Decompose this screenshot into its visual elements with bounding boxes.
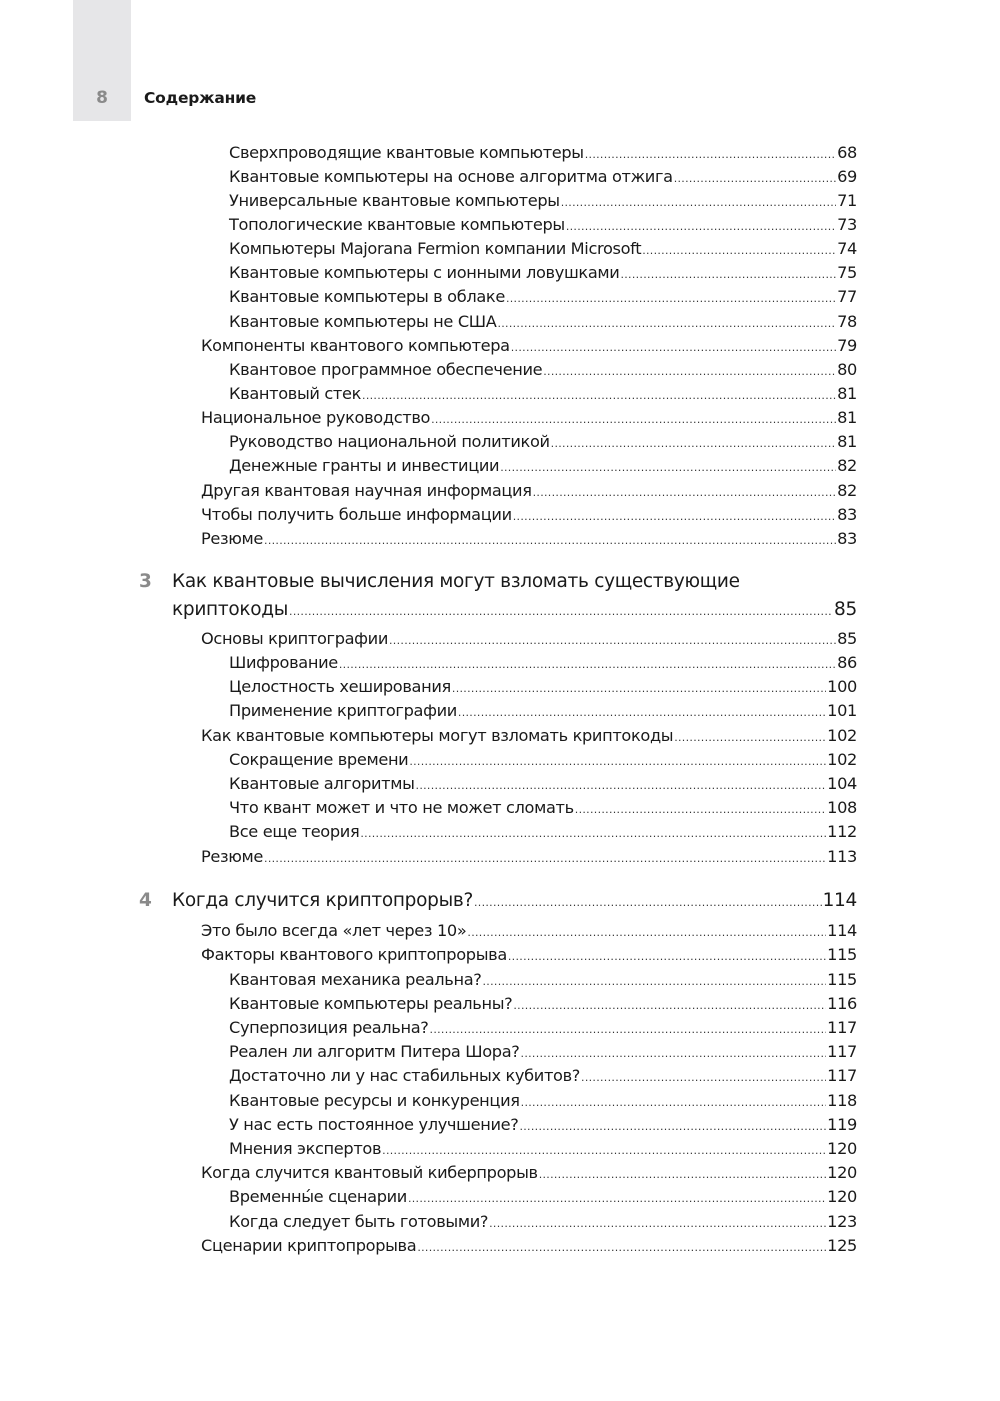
chapter-title-continuation[interactable] (172, 598, 857, 622)
toc-entry-title: Топологические квантовые компьютеры (229, 215, 565, 234)
dot-leader (674, 167, 836, 191)
dot-leader (360, 822, 826, 846)
toc-entry-title: Национальное руководство (201, 408, 431, 427)
chapter-number: 4 (139, 890, 152, 911)
toc-entry-page: 117 (827, 1018, 857, 1037)
toc-entry-page: 125 (827, 1236, 857, 1255)
toc-entry-page: 108 (827, 798, 857, 817)
toc-entry-title: Денежные гранты и инвестиции (229, 456, 500, 475)
toc-entry-title: Реален ли алгоритм Питера Шора? (229, 1042, 520, 1061)
toc-entry-page: 75 (837, 263, 857, 282)
page-number: 8 (96, 88, 108, 108)
toc-entry[interactable] (229, 992, 857, 1016)
chapter-title: Когда случится криптопрорыв? (172, 890, 473, 911)
toc-entry-page: 83 (837, 529, 857, 548)
toc-entry-page: 102 (827, 750, 857, 769)
toc-entry-page: 81 (837, 432, 857, 451)
toc-entry[interactable] (201, 406, 857, 430)
dot-leader (519, 1115, 826, 1139)
toc-entry-page: 73 (837, 215, 857, 234)
toc-entry[interactable] (229, 382, 857, 406)
chapter-number: 3 (139, 571, 152, 592)
toc-entry-page: 82 (837, 456, 857, 475)
toc-entry-title: Применение криптографии (229, 701, 457, 720)
dot-leader (389, 629, 836, 653)
dot-leader (561, 191, 836, 215)
toc-entry-title: Сценарии криптопрорыва (201, 1236, 417, 1255)
toc-entry[interactable] (229, 820, 857, 844)
dot-leader (264, 847, 826, 871)
dot-leader (497, 312, 836, 336)
chapter-title-line2: криптокоды (172, 599, 289, 620)
toc-entry-page: 115 (827, 945, 857, 964)
toc-entry[interactable] (229, 1089, 857, 1113)
toc-entry[interactable] (229, 748, 857, 772)
toc-entry-title: Квантовая механика реальна? (229, 970, 482, 989)
toc-entry[interactable] (229, 141, 857, 165)
toc-entry-page: 77 (837, 287, 857, 306)
dot-leader (409, 750, 826, 774)
toc-entry-page: 83 (837, 505, 857, 524)
dot-leader (585, 143, 836, 167)
dot-leader (489, 1212, 826, 1236)
toc-entry[interactable] (201, 919, 857, 943)
toc-entry[interactable] (229, 1064, 857, 1088)
toc-entry-page: 123 (827, 1212, 857, 1231)
dot-leader (533, 481, 836, 505)
toc-entry-title: Целостность хеширования (229, 677, 451, 696)
toc-entry-title: Компоненты квантового компьютера (201, 336, 510, 355)
toc-entry-page: 118 (827, 1091, 857, 1110)
toc-entry-page: 101 (827, 701, 857, 720)
toc-entry[interactable] (229, 1113, 857, 1137)
toc-entry-title: Что квант может и что не может сломать (229, 798, 574, 817)
dot-leader (674, 726, 826, 750)
toc-entry[interactable] (229, 285, 857, 309)
toc-entry-title: Это было всегда «лет через 10» (201, 921, 467, 940)
dot-leader (474, 891, 822, 915)
toc-entry[interactable] (229, 675, 857, 699)
chapter-page: 85 (834, 599, 857, 620)
toc-entry[interactable] (229, 358, 857, 382)
toc-entry-title: Шифрование (229, 653, 338, 672)
toc-entry-title: Факторы квантового криптопрорыва (201, 945, 507, 964)
dot-leader (362, 384, 836, 408)
toc-entry[interactable] (229, 651, 857, 675)
toc-entry[interactable] (201, 503, 857, 527)
dot-leader (452, 677, 826, 701)
toc-entry-page: 82 (837, 481, 857, 500)
toc-entry[interactable] (229, 1185, 857, 1209)
toc-entry-title: Когда случится квантовый киберпрорыв (201, 1163, 538, 1182)
dot-leader (539, 1163, 826, 1187)
dot-leader (382, 1139, 826, 1163)
toc-entry-title: Сверхпроводящие квантовые компьютеры (229, 143, 584, 162)
dot-leader (264, 529, 836, 553)
dot-leader (551, 432, 836, 456)
toc-entry[interactable] (201, 334, 857, 358)
dot-leader (458, 701, 826, 725)
toc-entry-title: Квантовые компьютеры реальны? (229, 994, 513, 1013)
toc-entry[interactable] (229, 454, 857, 478)
dot-leader (339, 653, 836, 677)
dot-leader (566, 215, 836, 239)
toc-entry-page: 112 (827, 822, 857, 841)
dot-leader (483, 970, 827, 994)
running-title: Содержание (144, 89, 257, 107)
dot-leader (543, 360, 836, 384)
toc-entry-page: 119 (827, 1115, 857, 1134)
toc-entry-title: Как квантовые компьютеры могут взломать криптокоды (201, 726, 674, 745)
toc-entry[interactable] (201, 527, 857, 551)
toc-entry[interactable] (229, 261, 857, 285)
toc-entry-page: 120 (827, 1163, 857, 1182)
toc-entry[interactable] (229, 1040, 857, 1064)
dot-leader (416, 774, 827, 798)
toc-entry-page: 120 (827, 1139, 857, 1158)
toc-entry-title: Основы криптографии (201, 629, 389, 648)
chapter-page: 114 (822, 890, 857, 911)
toc-entry[interactable] (229, 699, 857, 723)
toc-entry[interactable] (229, 189, 857, 213)
dot-leader (500, 456, 836, 480)
toc-entry[interactable] (229, 772, 857, 796)
dot-leader (467, 921, 826, 945)
toc-entry-title: Чтобы получить больше информации (201, 505, 512, 524)
toc-entry-page: 115 (827, 970, 857, 989)
toc-entry-page: 80 (837, 360, 857, 379)
toc-entry-title: Квантовые компьютеры на основе алгоритма отжига (229, 167, 673, 186)
toc-entry-page: 68 (837, 143, 857, 162)
toc-entry-page: 85 (837, 629, 857, 648)
toc-entry-title: Квантовые компьютеры в облаке (229, 287, 505, 306)
toc-entry-page: 117 (827, 1042, 857, 1061)
toc-entry-page: 71 (837, 191, 857, 210)
dot-leader (513, 505, 836, 529)
toc-entry-title: Другая квантовая научная информация (201, 481, 532, 500)
toc-entry-title: Резюме (201, 847, 264, 866)
toc-entry-page: 81 (837, 408, 857, 427)
toc-entry[interactable] (201, 627, 857, 651)
toc-entry[interactable] (229, 1016, 857, 1040)
toc-entry-title: Резюме (201, 529, 264, 548)
toc-entry-title: Квантовый стек (229, 384, 362, 403)
toc-entry[interactable] (201, 1161, 857, 1185)
dot-leader (417, 1236, 826, 1260)
toc-entry-page: 78 (837, 312, 857, 331)
toc-entry-page: 116 (827, 994, 857, 1013)
toc-entry[interactable] (201, 943, 857, 967)
dot-leader (521, 1091, 826, 1115)
toc-entry-title: Компьютеры Majorana Fermion компании Microsoft (229, 239, 642, 258)
toc-entry[interactable] (229, 310, 857, 334)
toc-entry-title: У нас есть постоянное улучшение? (229, 1115, 519, 1134)
toc-entry[interactable] (201, 724, 857, 748)
toc-entry-page: 117 (827, 1066, 857, 1085)
dot-leader (575, 798, 826, 822)
dot-leader (430, 1018, 827, 1042)
toc-entry-page: 120 (827, 1187, 857, 1206)
toc-entry-page: 104 (827, 774, 857, 793)
toc-entry-page: 102 (827, 726, 857, 745)
chapter-title-line[interactable] (172, 889, 857, 913)
toc-entry-title: Руководство национальной политикой (229, 432, 550, 451)
toc-entry-page: 113 (827, 847, 857, 866)
toc-entry-title: Все еще теория (229, 822, 360, 841)
toc-entry-page: 114 (827, 921, 857, 940)
toc-entry-title: Временны́е сценарии (229, 1187, 407, 1206)
dot-leader (289, 600, 833, 624)
toc-entry-title: Достаточно ли у нас стабильных кубитов? (229, 1066, 581, 1085)
toc-entry-title: Квантовые компьютеры с ионными ловушками (229, 263, 620, 282)
dot-leader (581, 1066, 826, 1090)
dot-leader (506, 287, 836, 311)
dot-leader (642, 239, 836, 263)
toc-entry-page: 74 (837, 239, 857, 258)
dot-leader (521, 1042, 827, 1066)
toc-entry[interactable] (201, 845, 857, 869)
toc-entry-title: Сокращение времени (229, 750, 409, 769)
toc-entry-title: Мнения экспертов (229, 1139, 382, 1158)
toc-entry-title: Квантовые ресурсы и конкуренция (229, 1091, 520, 1110)
dot-leader (513, 994, 826, 1018)
toc-entry-page: 86 (837, 653, 857, 672)
dot-leader (508, 945, 826, 969)
dot-leader (431, 408, 836, 432)
toc-entry-page: 100 (827, 677, 857, 696)
toc-entry-title: Когда следует быть готовыми? (229, 1212, 489, 1231)
toc-entry-title: Универсальные квантовые компьютеры (229, 191, 560, 210)
toc-entry[interactable] (201, 479, 857, 503)
dot-leader (408, 1187, 826, 1211)
toc-entry[interactable] (229, 237, 857, 261)
toc-entry-page: 81 (837, 384, 857, 403)
toc-entry-title: Суперпозиция реальна? (229, 1018, 429, 1037)
toc-entry-page: 79 (837, 336, 857, 355)
toc-entry[interactable] (229, 1137, 857, 1161)
toc-entry[interactable] (229, 165, 857, 189)
toc-entry[interactable] (229, 430, 857, 454)
toc-entry-title: Квантовые алгоритмы (229, 774, 415, 793)
toc-entry[interactable] (229, 1210, 857, 1234)
toc-entry-title: Квантовое программное обеспечение (229, 360, 543, 379)
toc-entry[interactable] (201, 1234, 857, 1258)
toc-entry[interactable] (229, 213, 857, 237)
toc-entry[interactable] (229, 796, 857, 820)
dot-leader (620, 263, 836, 287)
toc-entry-page: 69 (837, 167, 857, 186)
toc-entry[interactable] (229, 968, 857, 992)
chapter-title[interactable]: Как квантовые вычисления могут взломать существующие (172, 571, 740, 592)
dot-leader (511, 336, 836, 360)
toc-entry-title: Квантовые компьютеры не США (229, 312, 497, 331)
